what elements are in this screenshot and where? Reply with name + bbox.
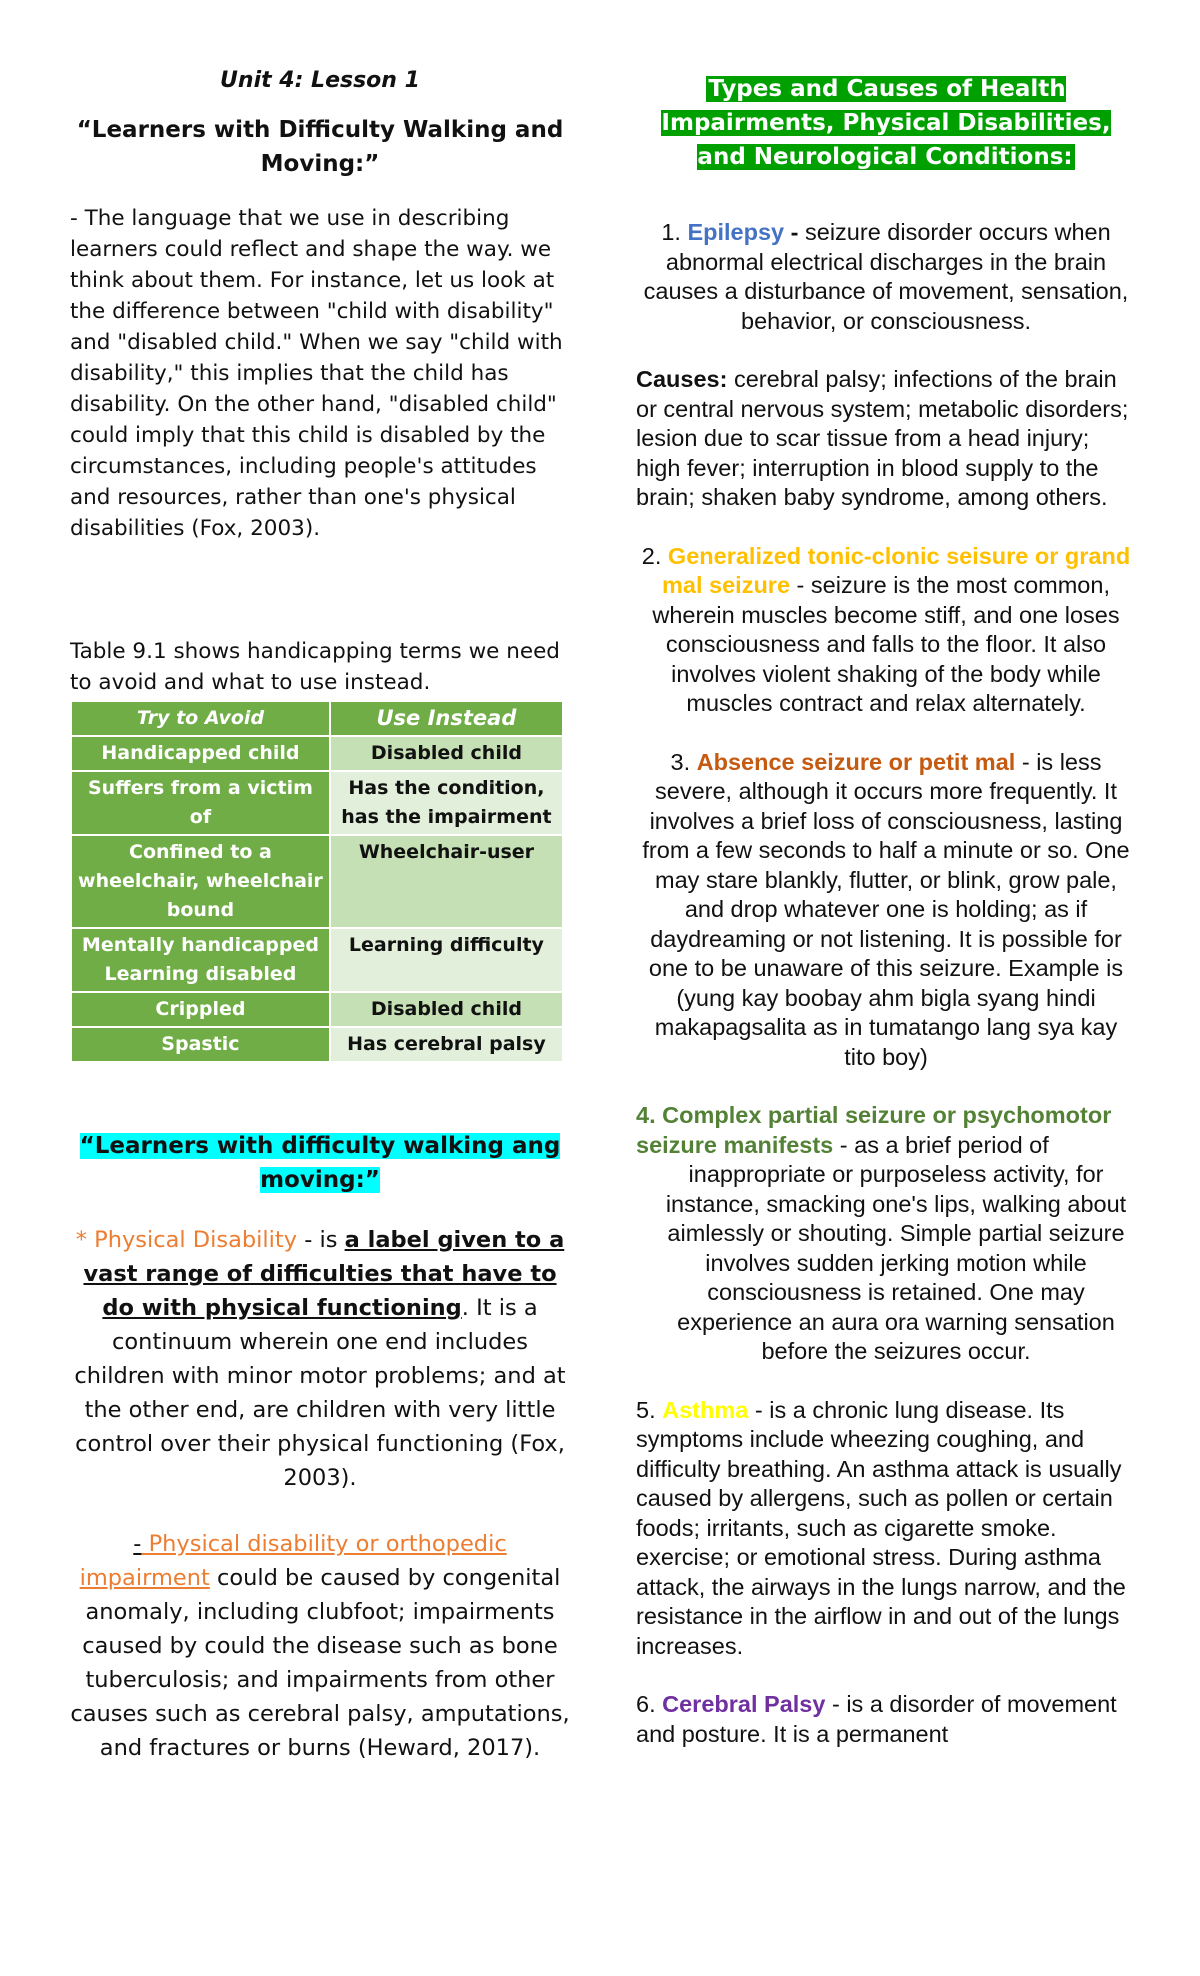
absence-term: Absence seizure or petit mal xyxy=(696,748,1016,775)
table-cell-avoid: Mentally handicapped Learning disabled xyxy=(71,928,330,992)
intro-paragraph: - The language that we use in describing learners could reflect and shape the way. we think about them. For instance, let us look at the difference between "child with disability" and "disabled child." When we say "child with disability," this implies that the child has disability. On the other hand, "disabled child" could imply that this child is disabled by the circumstances, including people's attitudes and resources, rather than one's physical disabilities (Fox, 2003). xyxy=(70,206,563,541)
asthma-term: Asthma xyxy=(662,1396,749,1423)
item-number: 3. xyxy=(670,748,697,775)
item-cerebral-palsy xyxy=(636,1690,1136,1749)
table-row xyxy=(71,736,563,771)
item-number: 5. xyxy=(636,1396,663,1423)
right-column xyxy=(636,72,1136,1778)
table-cell-avoid: Crippled xyxy=(71,992,330,1027)
item-causes xyxy=(636,365,1136,513)
table-cell-use: Wheelchair-user xyxy=(330,835,563,928)
oi-rest: could be caused by congenital anomaly, including clubfoot; impairments caused by could the disease such as bone tuberculosis; and impairments from other causes such as cerebral palsy, amputations, and fractures or burns (Heward, 2017). xyxy=(70,1565,570,1761)
pd-dash: - is xyxy=(297,1227,345,1253)
item-lead: as a brief period of xyxy=(854,1131,1049,1158)
item-epilepsy xyxy=(636,218,1136,336)
item-number: 4. xyxy=(636,1102,663,1128)
item-complex-partial xyxy=(636,1101,1136,1367)
item-text: seizure disorder occurs when abnormal electrical discharges in the brain causes a disturbance of movement, sensation, behavior, or consciousness. xyxy=(643,219,1129,334)
table-header-avoid: Try to Avoid xyxy=(71,701,330,736)
table-row xyxy=(71,928,563,992)
item-text: is a chronic lung disease. Its symptoms include wheezing coughing, and difficulty breathing. An asthma attack is usually caused by allergens, such as pollen or certain foods; irritants, such as cigarette smoke. exercise; or emotional stress. During asthma attack, the airways in the lungs narrow, and the resistance in the airflow in and out of the lungs increases. xyxy=(636,1396,1126,1659)
table-cell-avoid: Confined to a wheelchair, wheelchair bound xyxy=(71,835,330,928)
causes-label: Causes: xyxy=(636,366,728,392)
table-intro: Table 9.1 shows handicapping terms we need to avoid and what to use instead. xyxy=(70,639,560,695)
item-number: 1. xyxy=(661,219,688,245)
item-number: 6. xyxy=(636,1691,663,1717)
table-cell-use: Disabled child xyxy=(330,992,563,1027)
item-grand-mal xyxy=(636,542,1136,719)
unit-title: Unit 4: Lesson 1 xyxy=(220,68,420,93)
item-sep: - xyxy=(825,1691,847,1717)
table-cell-avoid: Suffers from a victim of xyxy=(71,771,330,835)
types-heading xyxy=(636,72,1136,174)
item-sep: - xyxy=(833,1131,855,1158)
item-sep: - xyxy=(790,572,811,598)
item-text: is less severe, although it occurs more frequently. It involves a brief loss of consciousness, lasting from a few seconds to half a minute or so. One may stare blankly, flutter, or blink, grow pale, and drop whatever one is holding; as if daydreaming or not listening. It is possible for one to be unaware of this seizure. Example is (yung kay boobay ahm bigla syang hindi makapagsalita as in tumatango lang sya kay tito boy) xyxy=(642,748,1130,1070)
complex-body: inappropriate or purposeless activity, for instance, smacking one's lips, walking about aimlessly or shouting. Simple partial seizure involves sudden jerking motion while consciousness is retained. One may experience an aura ora warning sensation before the seizures occur. xyxy=(665,1161,1127,1364)
table-header-row xyxy=(71,701,563,736)
item-absence xyxy=(636,748,1136,1073)
table-row xyxy=(71,835,563,928)
table-cell-use: Has cerebral palsy xyxy=(330,1027,563,1062)
complex-term: Complex partial seizure or psychomotor seizure manifests xyxy=(636,1102,1112,1158)
item-sep: - xyxy=(784,219,806,245)
physical-disability-paragraph xyxy=(70,1223,570,1495)
table-cell-use: Learning difficulty xyxy=(330,928,563,992)
table-row xyxy=(71,1027,563,1062)
oi-dash: - xyxy=(133,1531,142,1557)
table-header-use: Use Instead xyxy=(330,701,563,736)
section-heading xyxy=(70,1129,570,1197)
item-sep: - xyxy=(748,1396,770,1423)
item-text: cerebral palsy; infections of the brain or central nervous system; metabolic disorders; lesion due to scar tissue from a head injury; high fever; interruption in blood supply to the brain; shaken baby syndrome, among others. xyxy=(636,366,1129,510)
table-row xyxy=(71,771,563,835)
table-cell-avoid: Spastic xyxy=(71,1027,330,1062)
section-heading-text: “Learners with difficulty walking ang moving:” xyxy=(79,1133,561,1193)
terms-table xyxy=(70,700,564,1063)
pd-rest: . It is a continuum wherein one end includes children with minor motor problems; and at the other end, are children with very little control over their physical functioning (Fox, 2003). xyxy=(74,1295,566,1491)
orthopedic-impairment-paragraph xyxy=(70,1527,570,1765)
complex-lead xyxy=(636,1101,1136,1160)
cerebral-palsy-term: Cerebral Palsy xyxy=(662,1691,826,1717)
item-asthma xyxy=(636,1396,1136,1662)
grand-mal-term: Generalized tonic-clonic seisure or grand mal seizure xyxy=(662,542,1131,598)
orthopedic-impairment-term: Physical disability or orthopedic impairment xyxy=(79,1531,507,1591)
item-text: is a disorder of movement and posture. It is a permanent xyxy=(636,1691,1117,1747)
left-column xyxy=(70,68,570,1797)
table-cell-use: Has the condition, has the impairment xyxy=(330,771,563,835)
types-heading-text: Types and Causes of Health Impairments, Physical Disabilities, and Neurological Conditions: xyxy=(661,76,1111,170)
table-row xyxy=(71,992,563,1027)
item-sep: - xyxy=(1015,748,1037,775)
table-cell-use: Disabled child xyxy=(330,736,563,771)
pd-definition: a label given to a vast range of difficulties that have to do with physical functioning xyxy=(83,1227,565,1321)
item-number: 2. xyxy=(641,542,668,569)
table-cell-avoid: Handicapped child xyxy=(71,736,330,771)
physical-disability-term: * Physical Disability xyxy=(75,1227,298,1253)
epilepsy-term: Epilepsy xyxy=(687,219,785,245)
lesson-title: “Learners with Difficulty Walking and Moving:” xyxy=(76,117,564,177)
item-text: seizure is the most common, wherein muscles become stiff, and one loses consciousness and falls to the floor. It also involves violent shaking of the body while muscles contract and relax alternately. xyxy=(652,572,1120,716)
